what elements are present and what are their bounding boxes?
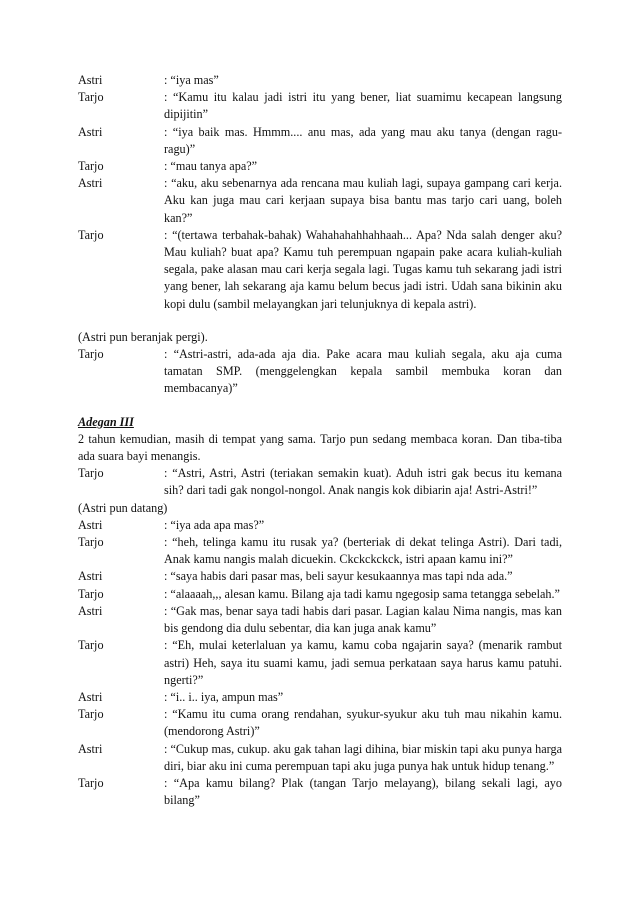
dialogue-text: : “Gak mas, benar saya tadi habis dari pasar. Lagian kalau Nima nangis, mas kan bis gendong dia dulu sebentar, dia kan juga anak kamu” xyxy=(164,603,562,636)
dialogue-line xyxy=(78,586,562,603)
speaker-name: Astri xyxy=(78,176,103,191)
speaker-name: Tarjo xyxy=(78,775,104,790)
dialogue-line xyxy=(78,517,562,534)
speaker-name: Astri xyxy=(78,517,103,532)
dialogue-text: : “Eh, mulai keterlaluan ya kamu, kamu coba ngajarin saya? (menarik rambut astri) Heh, saya itu suami kamu, jadi semua perkataan saya harus kamu patuhi. ngerti?” xyxy=(164,638,562,687)
speaker-name: Tarjo xyxy=(78,586,104,601)
dialogue-line xyxy=(78,465,562,499)
dialogue-line xyxy=(78,72,562,89)
dialogue-text: : “(tertawa terbahak-bahak) Wahahahahhahhaah... Apa? Nda salah denger aku? Mau kuliah? buat apa? Kamu tuh perempuan ngapain pake acara kuliah-kuliah segala, pake alasan mau cari kerja segala lagi. Tugas kamu tuh sekarang jadi istri yang bener, lah sekarang aja kamu belum becus jadi istri. Udah sana bikinin aku kopi dulu (sambil melayangkan jari telunjuknya di kepala astri). xyxy=(164,227,562,311)
speaker-name: Tarjo xyxy=(78,638,104,653)
dialogue-text: : “iya baik mas. Hmmm.... anu mas, ada yang mau aku tanya (dengan ragu-ragu)” xyxy=(164,124,562,156)
dialogue-line xyxy=(78,534,562,568)
dialogue-line xyxy=(78,603,562,637)
speaker-name: Tarjo xyxy=(78,535,104,550)
scene-intro: 2 tahun kemudian, masih di tempat yang sama. Tarjo pun sedang membaca koran. Dan tiba-tiba ada suara bayi menangis. xyxy=(78,431,562,464)
dialogue-text: : “Kamu itu kalau jadi istri itu yang bener, liat suamimu kecapean langsung dipijitin” xyxy=(164,90,562,122)
speaker-name: Tarjo xyxy=(78,707,104,722)
dialogue-line xyxy=(78,158,562,175)
dialogue-text: : “aku, aku sebenarnya ada rencana mau kuliah lagi, supaya gampang cari kerja. Aku kan juga mau cari kerjaan supaya bisa bantu mas tarjo cari uang, boleh kan?” xyxy=(164,176,562,225)
speaker-name: Tarjo xyxy=(78,159,104,174)
dialogue-line xyxy=(78,689,562,706)
speaker-name: Astri xyxy=(78,603,103,618)
document-page xyxy=(78,72,562,809)
dialogue-line xyxy=(78,346,562,398)
dialogue-text: : “heh, telinga kamu itu rusak ya? (berteriak di dekat telinga Astri). Dari tadi, Anak kamu nangis malah dicuekin. Ckckckckck, istri apaan kamu ini?” xyxy=(164,535,562,567)
dialogue-line xyxy=(78,706,562,740)
dialogue-line xyxy=(78,568,562,585)
dialogue-text: : “i.. i.. iya, ampun mas” xyxy=(164,689,284,704)
dialogue-text: : “iya ada apa mas?” xyxy=(164,517,265,532)
speaker-name: Astri xyxy=(78,569,103,584)
dialogue-text: : “saya habis dari pasar mas, beli sayur kesukaannya mas tapi nda ada.” xyxy=(164,569,513,584)
stage-direction: (Astri pun datang) xyxy=(78,500,168,515)
speaker-name: Astri xyxy=(78,689,103,704)
dialogue-text: : “iya mas” xyxy=(164,73,219,87)
speaker-name: Tarjo xyxy=(78,227,104,242)
dialogue-line xyxy=(78,775,562,809)
dialogue-text: : “Astri, Astri, Astri (teriakan semakin kuat). Aduh istri gak becus itu kemana sih? dari tadi gak nongol-nongol. Anak nangis kok dibiarin aja! Astri-Astri!” xyxy=(164,466,562,498)
dialogue-line xyxy=(78,124,562,158)
speaker-name: Tarjo xyxy=(78,466,104,481)
speaker-name: Astri xyxy=(78,124,103,139)
dialogue-text: : “Kamu itu cuma orang rendahan, syukur-syukur aku tuh mau nikahin kamu. (mendorong Astri)” xyxy=(164,707,562,739)
dialogue-line xyxy=(78,175,562,227)
stage-direction: (Astri pun beranjak pergi). xyxy=(78,329,208,344)
dialogue-line xyxy=(78,89,562,123)
dialogue-text: : “alaaaah,,, alesan kamu. Bilang aja tadi kamu ngegosip sama tetangga sebelah.” xyxy=(164,586,560,601)
scene-heading: Adegan III xyxy=(78,414,134,429)
dialogue-block-d xyxy=(78,517,562,809)
dialogue-text: : “Apa kamu bilang? Plak (tangan Tarjo melayang), bilang sekali lagi, ayo bilang” xyxy=(164,775,562,808)
speaker-name: Tarjo xyxy=(78,90,104,105)
dialogue-line xyxy=(78,227,562,313)
speaker-name: Astri xyxy=(78,741,103,756)
dialogue-text: : “mau tanya apa?” xyxy=(164,159,258,174)
dialogue-text: : “Cukup mas, cukup. aku gak tahan lagi dihina, biar miskin tapi aku punya harga diri, biar aku ini cuma perempuan tapi aku juga punya hak untuk hidup tenang.” xyxy=(164,741,562,773)
speaker-name: Tarjo xyxy=(78,347,104,362)
dialogue-block-a xyxy=(78,72,562,313)
dialogue-text: : “Astri-astri, ada-ada aja dia. Pake acara mau kuliah segala, aku aja cuma tamatan SMP. (menggelengkan kepala sambil membuka koran dan membacanya)” xyxy=(164,347,562,396)
dialogue-line xyxy=(78,741,562,775)
dialogue-line xyxy=(78,637,562,689)
speaker-name: Astri xyxy=(78,73,103,87)
